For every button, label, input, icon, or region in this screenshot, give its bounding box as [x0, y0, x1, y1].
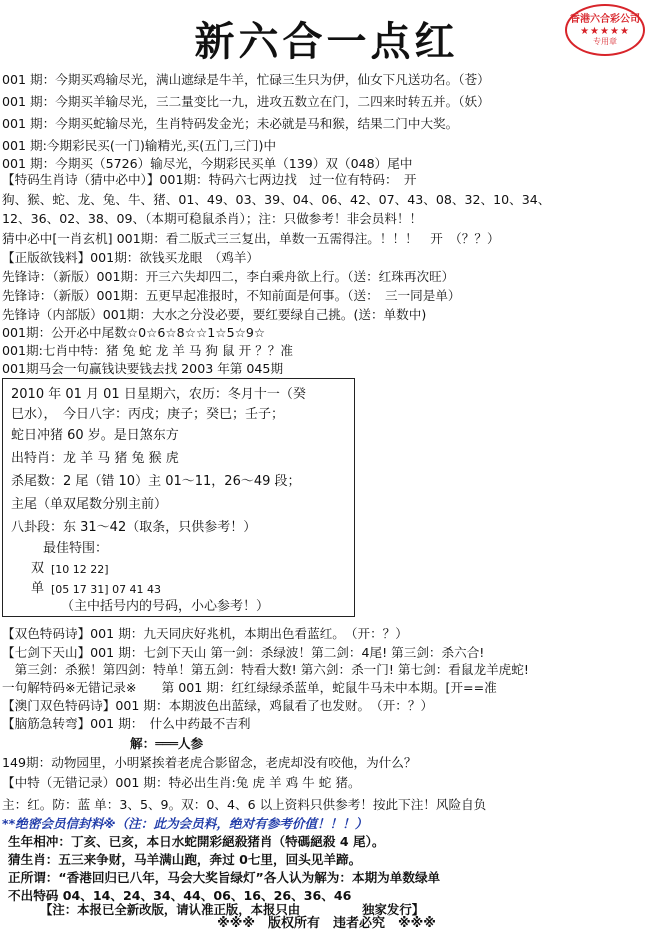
- zhu-wei-line: 主尾（单双尾数分别主前）: [11, 497, 168, 512]
- text-line: 001 期:今期彩民买(一门)输精光,买(五门,三门)中: [2, 138, 277, 153]
- text-line: 001 期：今期买蛇输尽光，生肖特码发金光；未必就是马和猴，结果二门中大奖。: [2, 116, 459, 131]
- text-line: 先锋诗（内部版）001期：大水之分没必要，要红要绿自己挑。(送：单数中): [2, 307, 427, 322]
- text-line: 【中特（无错记录）001 期：特必出生肖:兔 虎 羊 鸡 牛 蛇 猪。: [2, 775, 361, 790]
- text-line: 【澳门双色特码诗】001 期：本期波色出蓝绿，鸡鼠看了也发财。 （开：？）: [2, 698, 434, 713]
- text-line: 先锋诗：（新版）001期：开三六失却四二，李白乘舟欲上行。（送：红珠再次旺）: [2, 269, 455, 284]
- text-line: 12、36、02、38、09、（本期可稳鼠杀肖）；注：只做参考！非会员料！！: [2, 211, 423, 226]
- almanac-box: [2, 378, 355, 617]
- seal-line1: 香港六合彩公司: [570, 14, 640, 25]
- text-line: 001期马会一句赢钱诀要钱去找 2003 年第 045期: [2, 361, 284, 376]
- copyright-line: ※※※ 版权所有 违者必究 ※※※: [217, 916, 436, 931]
- text-line: 一句解特码※无错记录※ 第 001 期：红红绿绿杀蓝单，蛇鼠牛马未中本期。[开==准: [2, 680, 497, 695]
- date-line: 巳水）， 今日八字：丙戌；庚子；癸巳；壬子；: [11, 407, 285, 422]
- text-line: 狗、猴、蛇、龙、兔、牛、猪、01、49、03、39、04、06、42、07、43、08、32、10、34、: [2, 192, 551, 207]
- company-seal-stamp: [565, 4, 645, 56]
- text-line: 不出特码 04、14、24、34、44、06、16、26、36、46: [8, 888, 352, 903]
- text-line: 001期:七肖中特：猪 兔 蛇 龙 羊 马 狗 鼠 开 ？？准: [2, 343, 293, 358]
- shuang-label: 双: [31, 561, 45, 576]
- text-line: 主：红。防：蓝 单：3、5、9。双：0、4、6 以上资料只供参考！按此下注！风险自负: [2, 797, 487, 812]
- bagua-line: 八卦段：东 31～42（取条，只供参考！）: [11, 520, 257, 535]
- text-line: 001 期：今期买（5726）输尽光，今期彩民买单（139）双（048）尾中: [2, 156, 413, 171]
- text-line: 【双色特码诗】001 期：九天同庆好兆机，本期出色看蓝红。 （开：？）: [2, 626, 408, 641]
- text-line: 先锋诗：（新版）001期：五更早起准报时，不知前面是何事。（送： 三一同是单）: [2, 288, 461, 303]
- shuang-numbers: [10 12 22]: [51, 563, 109, 576]
- date-line: 2010 年 01 月 01 日星期六，农历：冬月十一（癸: [11, 387, 306, 402]
- page-title: 新六合一点红: [194, 18, 459, 65]
- text-line: 001 期：今期买鸡输尽光，满山遮绿是牛羊，忙碌三生只为伊，仙女下凡送功名。（苍）: [2, 72, 490, 87]
- sha-wei-line: 杀尾数：2 尾（错 10）主 01～11，26～49 段；: [11, 474, 301, 489]
- text-line: 【七剑下天山】001 期：七剑下天山 第一剑：杀绿波！第二剑：4尾! 第三剑：杀六合!: [2, 645, 485, 660]
- seal-stars: ★★★★★: [580, 26, 630, 37]
- text-line: 生年相冲：丁亥、已亥，本日水蛇開彩絕殺猪肖（特碼絕殺 4 尾）。: [8, 834, 385, 849]
- text-line: 【特码生肖诗（猜中必中）】001期：特码六七两边找 过一位有特码： 开: [2, 172, 417, 187]
- text-line: 猜中必中[一肖玄机] 001期：看二版式三三复出，单数一五需得注。！！！ 开 （？？）: [2, 231, 500, 246]
- text-line: 001 期：今期买羊输尽光，三二量变比一九，进攻五数立在门，二四来时转五并。（妖）: [2, 94, 490, 109]
- text-line: 第三剑：杀猴！第四剑：特单！第五剑：特看大数! 第六剑：杀一门! 第七剑：看鼠龙羊虎蛇!: [2, 662, 529, 677]
- answer-line: 解：═══人参: [130, 736, 204, 751]
- dan-numbers: [05 17 31] 07 41 43: [51, 583, 162, 596]
- box-note: （主中括号内的号码，小心参考！）: [61, 599, 270, 614]
- text-line: 149期：动物园里，小明紧挨着老虎合影留念，老虎却没有咬他，为什么？: [2, 755, 417, 770]
- text-line: 猜生肖：五三来争财，马羊满山跑，奔过 0七里，回头见羊蹄。: [8, 852, 362, 867]
- dan-label: 单: [31, 581, 45, 596]
- text-line: 正所谓：“香港回归已八年，马会大奖旨绿灯”各人认为解为：本期为单数绿单: [8, 870, 441, 885]
- text-line: 【正版欲钱料】001期：欲钱买龙眼 （鸡羊）: [2, 250, 260, 265]
- tema-line: 出特肖：龙 羊 马 猪 兔 猴 虎: [11, 451, 179, 466]
- date-line: 蛇日冲猪 60 岁。是日煞东方: [11, 428, 179, 443]
- notice-line: 【注：本报已全新改版，请认准正版，本报只由 独家发行】: [40, 902, 425, 917]
- text-line: 001期：公开必中尾数☆0☆6☆8☆☆1☆5☆9☆: [2, 325, 266, 340]
- best-label: 最佳特围：: [43, 541, 109, 556]
- text-line: 【脑筋急转弯】001 期： 什么中药最不吉利: [2, 716, 251, 731]
- secret-header: **绝密会员信封料※（注：此为会员料，绝对有参考价值！！！）: [2, 816, 368, 831]
- seal-line2: 专用章: [593, 37, 617, 46]
